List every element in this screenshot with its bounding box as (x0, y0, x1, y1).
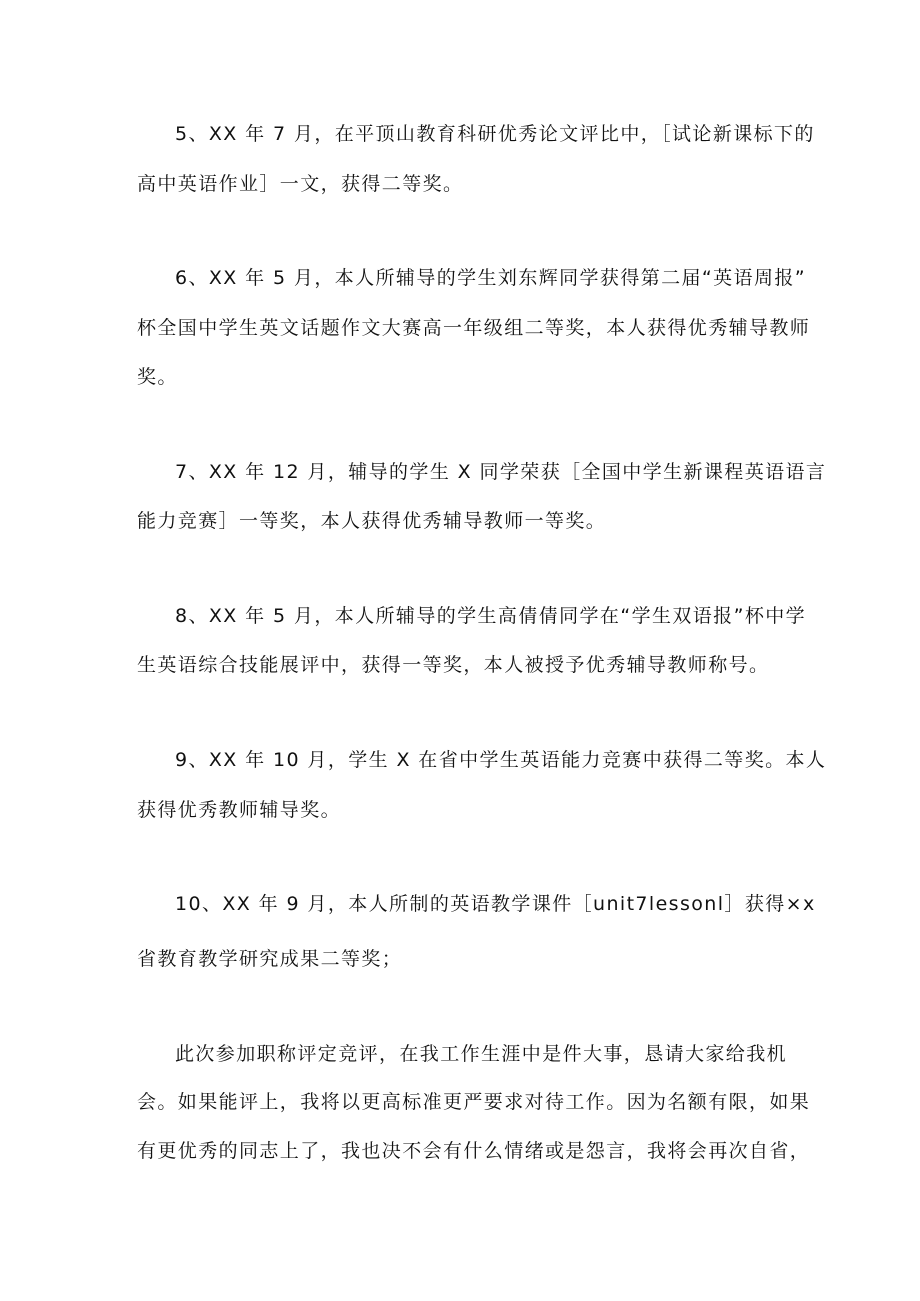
item-8-line-1: 8、XX 年 5 月，本人所辅导的学生高倩倩同学在“学生双语报”杯中学 (175, 605, 807, 627)
item-6-line-1: 6、XX 年 5 月，本人所辅导的学生刘东辉同学获得第二届“英语周报” (175, 267, 807, 289)
item-5-line-1: 5、XX 年 7 月，在平顶山教育科研优秀论文评比中，［试论新课标下的 (175, 123, 815, 145)
closing-line-3: 有更优秀的同志上了，我也决不会有什么情绪或是怨言，我将会再次自省， (137, 1140, 811, 1162)
closing-line-2: 会。如果能评上，我将以更高标准更严要求对待工作。因为名额有限，如果 (137, 1091, 811, 1113)
item-5-line-2: 高中英语作业］一文，获得二等奖。 (137, 173, 464, 195)
item-9-line-2: 获得优秀教师辅导奖。 (137, 799, 342, 821)
closing-line-1: 此次参加职称评定竞评，在我工作生涯中是件大事，恳请大家给我机 (175, 1043, 788, 1065)
item-7-line-1: 7、XX 年 12 月，辅导的学生 X 同学荣获［全国中学生新课程英语语言 (175, 461, 827, 483)
item-6-line-2: 杯全国中学生英文话题作文大赛高一年级组二等奖，本人获得优秀辅导教师 (137, 317, 811, 339)
item-6-line-3: 奖。 (137, 366, 178, 388)
item-10-line-1: 10、XX 年 9 月，本人所制的英语教学课件［unit7lessonl］获得×x (175, 893, 816, 915)
item-7-line-2: 能力竞赛］一等奖，本人获得优秀辅导教师一等奖。 (137, 510, 607, 532)
item-9-line-1: 9、XX 年 10 月，学生 X 在省中学生英语能力竞赛中获得二等奖。本人 (175, 749, 827, 771)
item-8-line-2: 生英语综合技能展评中，获得一等奖，本人被授予优秀辅导教师称号。 (137, 654, 770, 676)
item-10-line-2: 省教育教学研究成果二等奖； (137, 948, 403, 970)
